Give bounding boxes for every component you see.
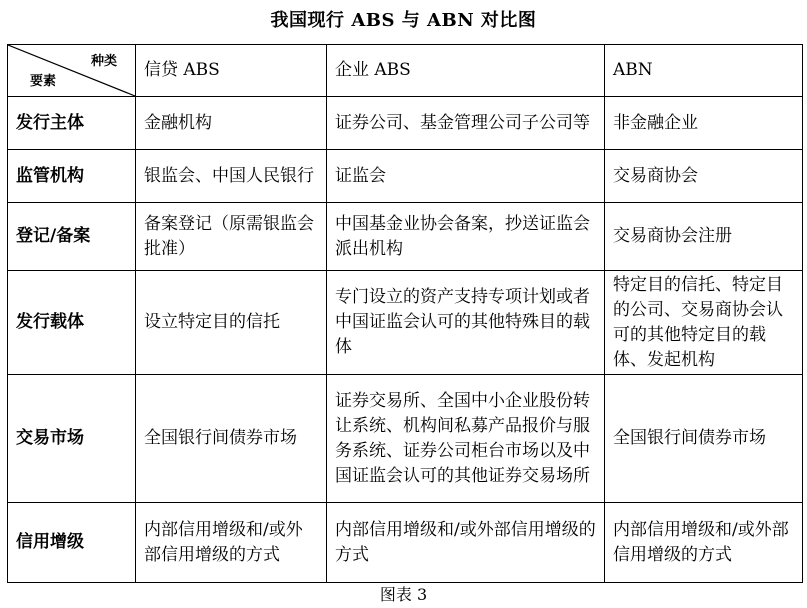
corner-top-label: 种类 — [90, 54, 117, 69]
table-cell: 内部信用增级和/或外部信用增级的方式 — [327, 503, 605, 583]
table-row — [8, 375, 803, 503]
header-row — [8, 45, 803, 97]
corner-bottom-label: 要素 — [30, 74, 57, 89]
table-cell: 交易商协会 — [605, 150, 803, 203]
corner-cell — [8, 45, 136, 97]
row-label-vehicle: 发行载体 — [8, 271, 136, 375]
table-cell: 特定目的信托、特定目的公司、交易商协会认可的其他特定目的载体、发起机构 — [605, 271, 803, 375]
table-cell: 证券公司、基金管理公司子公司等 — [327, 97, 605, 150]
table-cell: 银监会、中国人民银行 — [136, 150, 327, 203]
row-label-regulator: 监管机构 — [8, 150, 136, 203]
table-cell: 专门设立的资产支持专项计划或者中国证监会认可的其他特殊目的载体 — [327, 271, 605, 375]
comparison-table — [7, 44, 803, 583]
table-row — [8, 150, 803, 203]
table-cell: 内部信用增级和/或外部信用增级的方式 — [136, 503, 327, 583]
table-cell: 证券交易所、全国中小企业股份转让系统、机构间私募产品报价与服务系统、证券公司柜台市场以及中国证监会认可的其他证券交易场所 — [327, 375, 605, 503]
table-cell: 设立特定目的信托 — [136, 271, 327, 375]
table-row — [8, 503, 803, 583]
column-header-abn: ABN — [605, 45, 803, 97]
table-cell: 备案登记（原需银监会批准） — [136, 203, 327, 271]
table-cell: 中国基金业协会备案，抄送证监会派出机构 — [327, 203, 605, 271]
table-cell: 全国银行间债券市场 — [605, 375, 803, 503]
row-label-registration: 登记/备案 — [8, 203, 136, 271]
row-label-credit-enhancement: 信用增级 — [8, 503, 136, 583]
row-label-market: 交易市场 — [8, 375, 136, 503]
table-cell: 全国银行间债券市场 — [136, 375, 327, 503]
table-cell: 金融机构 — [136, 97, 327, 150]
column-header-enterprise-abs: 企业 ABS — [327, 45, 605, 97]
column-header-credit-abs: 信贷 ABS — [136, 45, 327, 97]
table-cell: 非金融企业 — [605, 97, 803, 150]
table-row — [8, 271, 803, 375]
table-row — [8, 203, 803, 271]
page-title: 我国现行 ABS 与 ABN 对比图 — [270, 10, 537, 31]
figure-caption: 图表 3 — [379, 585, 428, 604]
row-label-issuer: 发行主体 — [8, 97, 136, 150]
table-cell: 证监会 — [327, 150, 605, 203]
table-cell: 内部信用增级和/或外部信用增级的方式 — [605, 503, 803, 583]
table-cell: 交易商协会注册 — [605, 203, 803, 271]
table-row — [8, 97, 803, 150]
